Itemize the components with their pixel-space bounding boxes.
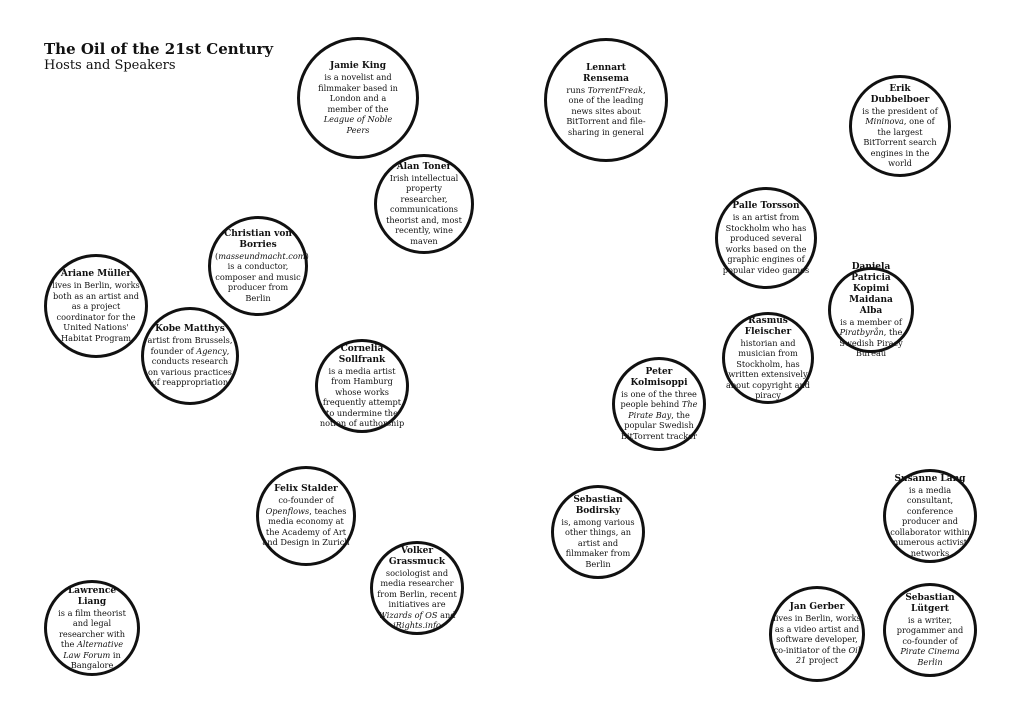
speaker-name: Lawrence Liang bbox=[67, 585, 117, 607]
description-text: is an artist from Stockholm who has produced several works based on the graphic engines of popular video games bbox=[722, 212, 810, 275]
description-text: in Bangalore bbox=[70, 649, 121, 670]
speaker-name: Rasmus Fleischer bbox=[744, 315, 792, 337]
description-text: artist from Brussels, founder of bbox=[147, 335, 233, 356]
speaker-description bbox=[726, 338, 810, 401]
page-title: The Oil of the 21st Century bbox=[44, 40, 274, 58]
speaker-description bbox=[146, 335, 234, 388]
speaker-description bbox=[722, 212, 810, 275]
description-text: , the Swedish Piracy Bureau bbox=[839, 327, 903, 358]
speaker-bubble-erik-dubbelboer bbox=[849, 75, 951, 177]
speaker-description bbox=[558, 517, 638, 570]
description-text: ) is a conductor, composer and music producer from Berlin bbox=[215, 250, 309, 303]
speaker-name: Jamie King bbox=[330, 61, 386, 71]
speaker-name: Jan Gerber bbox=[789, 602, 845, 613]
speaker-name: Peter Kolmisoppi bbox=[630, 366, 688, 388]
speaker-bubble-volker-grassmuck bbox=[370, 541, 464, 635]
description-text: , conducts research on various practices of reappropriation bbox=[147, 345, 232, 388]
speaker-name: Sebastian Lütgert bbox=[905, 592, 955, 614]
speaker-bubble-peter-kolmisoppi bbox=[612, 357, 706, 451]
speaker-description bbox=[383, 173, 465, 247]
speaker-name: Sebastian Bodirsky bbox=[573, 494, 623, 516]
speaker-description bbox=[834, 317, 908, 359]
description-text: lives in Berlin, works as a video artist and software developer, co-initiator of the bbox=[773, 613, 861, 655]
description-emphasis: TorrentFreak bbox=[587, 84, 643, 95]
speaker-name: Ariane Müller bbox=[60, 269, 132, 279]
page-header bbox=[44, 40, 273, 74]
speaker-description bbox=[891, 615, 969, 668]
description-text: ( bbox=[215, 250, 219, 261]
speaker-name: Cornelia Sollfrank bbox=[338, 343, 386, 365]
description-emphasis: Piratbyrån bbox=[839, 327, 884, 337]
speaker-bubble-felix-stalder bbox=[256, 466, 356, 566]
description-text: lives in Berlin, works both as an artist and as a project coordinator for the United Nations' Habitat Program bbox=[52, 280, 140, 343]
description-emphasis: Agency bbox=[196, 345, 227, 356]
speaker-name: Alan Toner bbox=[396, 161, 452, 172]
speaker-description bbox=[561, 85, 651, 138]
speaker-bubble-rasmus-fleischer bbox=[722, 312, 814, 404]
description-text: , one of the leading news sites about BitTorrent and file-sharing in general bbox=[566, 84, 646, 137]
speaker-description bbox=[261, 495, 351, 548]
speaker-bubble-jan-gerber bbox=[769, 586, 865, 682]
speaker-description bbox=[618, 389, 700, 442]
speaker-bubble-lennart-rensema bbox=[544, 38, 668, 162]
description-text: is a film theorist and legal researcher with the bbox=[58, 607, 126, 649]
description-text: is one of the three people behind bbox=[620, 388, 697, 410]
speaker-name: Christian von Borries bbox=[224, 228, 292, 250]
speaker-description bbox=[319, 366, 405, 429]
speaker-name: Palle Torsson bbox=[732, 201, 800, 211]
description-text: is a writer, progammer and co-founder of bbox=[896, 614, 964, 646]
speaker-bubble-christian-von-borries bbox=[208, 216, 308, 316]
speaker-name: Daniela Patricia Kopimi Maidana Alba bbox=[849, 261, 893, 316]
speaker-bubble-kobe-matthys bbox=[141, 307, 239, 405]
description-text: project bbox=[806, 655, 839, 666]
description-text: historian and musician from Stockholm, has written extensively about copyright and piracy bbox=[726, 337, 810, 400]
description-text: is, among various other things, an artist and filmmaker from Berlin bbox=[561, 516, 635, 569]
speaker-description bbox=[374, 568, 460, 631]
description-emphasis: Oil 21 bbox=[795, 644, 861, 666]
speaker-description bbox=[52, 608, 132, 671]
description-emphasis: Alternative Law Forum bbox=[63, 639, 124, 660]
speaker-description bbox=[215, 250, 309, 304]
speaker-name: Kobe Matthys bbox=[155, 324, 225, 335]
description-text: is a media artist from Hamburg whose works frequently attempt to undermine the notion of authorship bbox=[319, 365, 405, 428]
speaker-bubble-sebastian-bodirsky bbox=[551, 485, 645, 579]
speaker-name: Felix Stalder bbox=[274, 484, 338, 495]
description-text: co-founder of bbox=[278, 495, 334, 506]
speaker-bubble-lawrence-liang bbox=[44, 580, 140, 676]
description-emphasis: Pirate Cinema Berlin bbox=[900, 646, 960, 667]
description-text: and bbox=[437, 609, 456, 620]
speaker-bubble-alan-toner bbox=[374, 154, 474, 254]
speaker-name: Lennart Rensema bbox=[583, 62, 629, 84]
speaker-bubble-palle-torsson bbox=[715, 187, 817, 289]
speaker-bubble-daniela-alba bbox=[828, 261, 914, 358]
description-emphasis: iRights.info bbox=[393, 620, 441, 630]
speaker-bubble-ariane-muller bbox=[44, 254, 148, 358]
speaker-bubble-cornelia-sollfrank bbox=[315, 339, 409, 433]
description-text: , teaches media economy at the Academy of Art and Design in Zurich bbox=[262, 505, 350, 548]
speaker-name: Volker Grassmuck bbox=[388, 545, 446, 567]
speaker-name: Erik Dubbelboer bbox=[870, 83, 930, 105]
speaker-description bbox=[52, 280, 140, 343]
speaker-bubble-susanne-lang bbox=[883, 469, 977, 563]
speaker-description bbox=[772, 613, 862, 666]
description-emphasis: Mininova bbox=[865, 116, 904, 126]
description-text: sociologist and media researcher from Berlin, recent initiatives are bbox=[377, 567, 457, 609]
description-text: is the president of bbox=[862, 105, 938, 116]
description-text: is a novelist and filmmaker based in London and a member of the bbox=[318, 72, 398, 114]
description-text: is a member of bbox=[840, 316, 902, 327]
description-emphasis: League of Noble Peers bbox=[323, 114, 393, 135]
speaker-description bbox=[318, 72, 398, 135]
description-text: Irish intellectual property researcher, communications theorist and, most recently, wine maven bbox=[386, 172, 462, 246]
speaker-description bbox=[858, 106, 942, 169]
speaker-description bbox=[887, 485, 973, 559]
description-emphasis: Wizards of OS bbox=[378, 609, 438, 620]
speaker-bubble-jamie-king bbox=[297, 37, 419, 159]
description-text: , one of the largest BitTorrent search engines in the world bbox=[863, 116, 937, 168]
speaker-bubble-sebastian-lutgert bbox=[883, 583, 977, 677]
description-emphasis: masseundmacht.com bbox=[218, 250, 306, 261]
description-text: runs bbox=[566, 84, 588, 95]
page-subtitle: Hosts and Speakers bbox=[44, 58, 176, 73]
description-emphasis: The Pirate Bay bbox=[628, 399, 698, 420]
description-emphasis: Openflows bbox=[265, 505, 310, 516]
speaker-name: Susanne Lang bbox=[894, 473, 966, 484]
description-text: , the popular Swedish BitTorrent tracker bbox=[621, 409, 697, 441]
description-text: is a media consultant, conference producer and collaborator within numerous activist networks bbox=[890, 484, 970, 558]
